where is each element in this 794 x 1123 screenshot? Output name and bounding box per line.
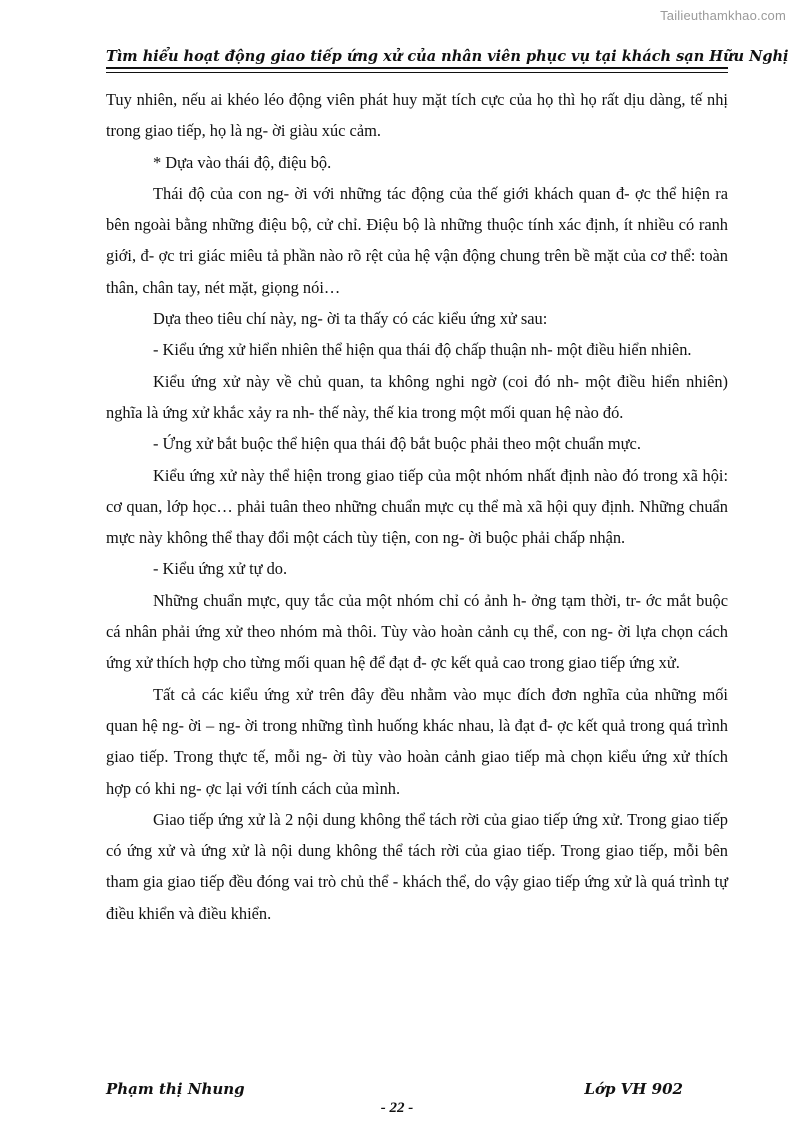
paragraph: Kiểu ứng xử này thể hiện trong giao tiếp của một nhóm nhất định nào đó trong xã hội: cơ quan, lớp học… phải tuân theo những chuẩn mực cụ thể mà xã hội quy định. Những chuẩn mực này không thể thay đổi một cách tùy tiện, con ng- ời buộc phải chấp nhận.: [106, 465, 728, 548]
paragraph: Tuy nhiên, nếu ai khéo léo động viên phát huy mặt tích cực của họ thì họ rất dịu dàng, tế nhị trong giao tiếp, họ là ng- ời giàu xúc cảm.: [106, 90, 728, 141]
header-divider: [106, 67, 728, 73]
paragraph: Giao tiếp ứng xử là 2 nội dung không thể tách rời của giao tiếp ứng xử. Trong giao tiếp có ứng xử và ứng xử là nội dung không thể tách rời của giao tiếp. Trong giao tiếp, mỗi bên tham gia giao tiếp đều đóng vai trò chủ thể - khách thể, do vậy giao tiếp ứng xử là quá trình tự điều khiển và điều khiển.: [106, 809, 728, 923]
paragraph: Dựa theo tiêu chí này, ng- ời ta thấy có các kiểu ứng xử sau:: [153, 309, 548, 329]
page-number: - 22 -: [380, 1100, 414, 1116]
document-body: [106, 84, 728, 929]
paragraph: - Ứng xử bắt buộc thể hiện qua thái độ bắt buộc phải theo một chuẩn mực.: [153, 434, 641, 454]
paragraph: Những chuẩn mực, quy tắc của một nhóm chỉ có ảnh h- ởng tạm thời, tr- ớc mắt buộc cá nhân phải ứng xử theo nhóm mà thôi. Tùy vào hoàn cảnh cụ thể, con ng- ời lựa chọn cách ứng xử thích hợp cho từng mối quan hệ để đạt đ- ợc kết quả cao trong giao tiếp ứng xử.: [106, 590, 728, 673]
footer-class: Lớp VH 902: [584, 1080, 683, 1098]
paragraph: Tất cả các kiểu ứng xử trên đây đều nhằm vào mục đích đơn nghĩa của những mối quan hệ ng- ời – ng- ời trong những tình huống khác nhau, là đạt đ- ợc kết quả trong quá trình giao tiếp. Trong thực tế, mỗi ng- ời tùy vào hoàn cảnh giao tiếp mà chọn kiểu ứng xử thích hợp có khi ng- ợc lại với tính cách của mình.: [106, 684, 728, 798]
paragraph: - Kiểu ứng xử tự do.: [153, 559, 288, 579]
running-header: Tìm hiểu hoạt động giao tiếp ứng xử của nhân viên phục vụ tại khách sạn Hữu Nghị: [106, 48, 789, 65]
paragraph: * Dựa vào thái độ, điệu bộ.: [153, 152, 332, 172]
paragraph: Thái độ của con ng- ời với những tác động của thế giới khách quan đ- ợc thể hiện ra bên ngoài bằng những điệu bộ, cử chỉ. Điệu bộ là những thuộc tính xác định, ít nhiều có ranh giới, đ- ợc tri giác miêu tả phần nào rõ rệt của hệ vận động chung trên bề mặt của cơ thể: toàn thân, chân tay, nét mặt, giọng nói…: [106, 183, 728, 297]
footer-author: Phạm thị Nhung: [106, 1080, 245, 1098]
paragraph: Kiểu ứng xử này về chủ quan, ta không nghi ngờ (coi đó nh- một điều hiển nhiên) nghĩa là ứng xử khắc xảy ra nh- thế này, thế kia trong một mối quan hệ nào đó.: [106, 371, 728, 422]
watermark-text: Tailieuthamkhao.com: [660, 8, 786, 23]
paragraph: - Kiểu ứng xử hiển nhiên thể hiện qua thái độ chấp thuận nh- một điều hiển nhiên.: [153, 340, 692, 360]
